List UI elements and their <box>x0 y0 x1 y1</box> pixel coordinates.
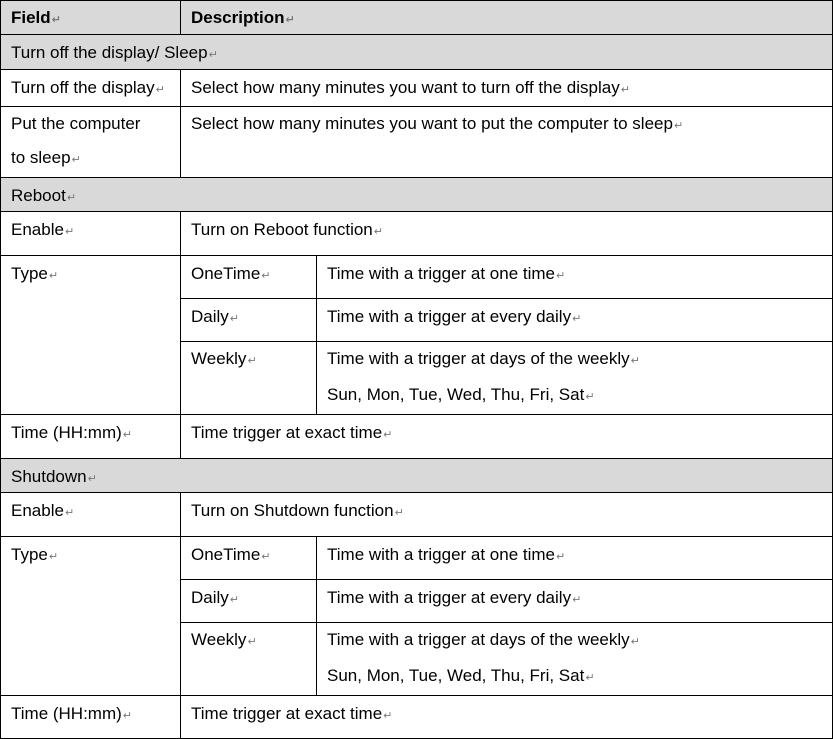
type-name-cell: OneTime↵ <box>181 537 317 580</box>
description-cell: Time trigger at exact time↵ <box>181 696 833 739</box>
description-cell: Select how many minutes you want to turn off the display↵ <box>181 70 833 107</box>
type-desc-cell: Time with a trigger at every daily↵ <box>317 299 833 342</box>
header-row <box>1 1 833 35</box>
field-cell: Time (HH:mm)↵ <box>1 415 181 459</box>
section-title: Shutdown↵ <box>1 459 833 493</box>
table-row <box>1 256 833 299</box>
type-name-cell: OneTime↵ <box>181 256 317 299</box>
type-desc-cell: Time with a trigger at days of the weekly↵ Sun, Mon, Tue, Wed, Thu, Fri, Sat↵ <box>317 623 833 696</box>
type-desc-cell: Time with a trigger at days of the weekly↵ Sun, Mon, Tue, Wed, Thu, Fri, Sat↵ <box>317 342 833 415</box>
section-shutdown <box>1 459 833 493</box>
description-cell: Time trigger at exact time↵ <box>181 415 833 459</box>
header-field: Field↵ <box>1 1 181 35</box>
table-row <box>1 107 833 178</box>
table-row <box>1 415 833 459</box>
type-desc-cell: Time with a trigger at one time↵ <box>317 256 833 299</box>
field-cell: Type↵ <box>1 537 181 696</box>
table-row <box>1 696 833 739</box>
type-desc-cell: Time with a trigger at every daily↵ <box>317 580 833 623</box>
description-cell: Turn on Reboot function↵ <box>181 212 833 256</box>
field-cell: Turn off the display↵ <box>1 70 181 107</box>
field-cell: Enable↵ <box>1 212 181 256</box>
header-description: Description↵ <box>181 1 833 35</box>
section-reboot <box>1 178 833 212</box>
type-name-cell: Daily↵ <box>181 580 317 623</box>
type-name-cell: Weekly↵ <box>181 623 317 696</box>
section-title: Reboot↵ <box>1 178 833 212</box>
section-display-sleep <box>1 35 833 70</box>
description-cell: Select how many minutes you want to put the computer to sleep↵ <box>181 107 833 178</box>
table-row <box>1 70 833 107</box>
description-cell: Turn on Shutdown function↵ <box>181 493 833 537</box>
field-cell: Time (HH:mm)↵ <box>1 696 181 739</box>
field-cell: Put the computer to sleep↵ <box>1 107 181 178</box>
type-name-cell: Weekly↵ <box>181 342 317 415</box>
type-name-cell: Daily↵ <box>181 299 317 342</box>
type-desc-cell: Time with a trigger at one time↵ <box>317 537 833 580</box>
field-cell: Type↵ <box>1 256 181 415</box>
table-row <box>1 493 833 537</box>
section-title: Turn off the display/ Sleep↵ <box>1 35 833 70</box>
table-row <box>1 537 833 580</box>
field-cell: Enable↵ <box>1 493 181 537</box>
table-row <box>1 212 833 256</box>
